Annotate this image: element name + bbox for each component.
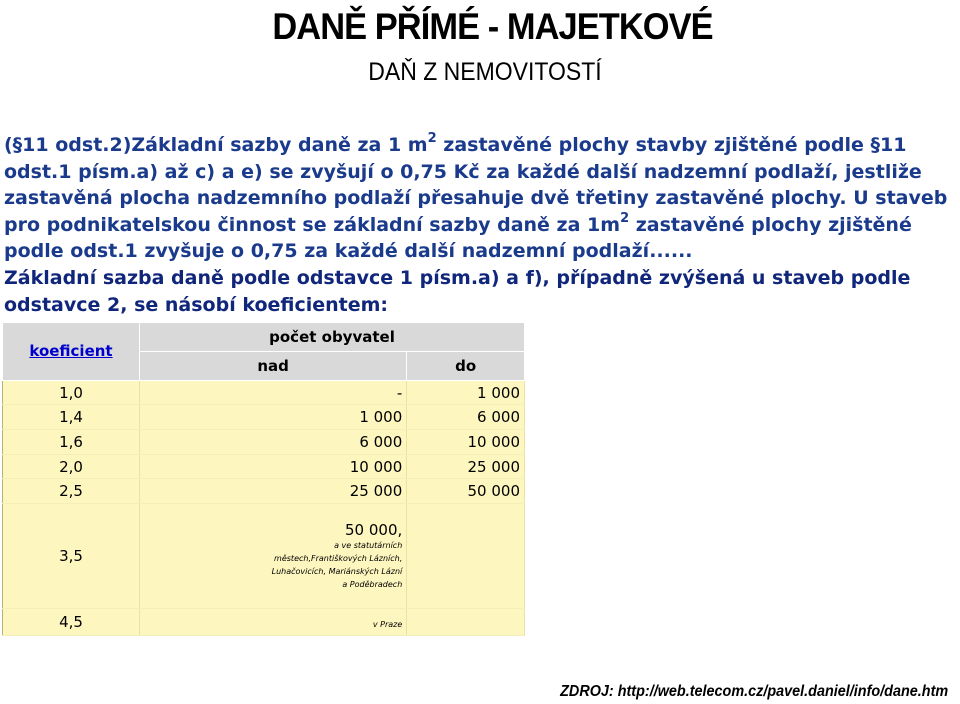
coefficient-table: [2, 322, 525, 636]
header-from: nad: [140, 351, 407, 380]
law-line-7: odstavce 2, se násobí koeficientem:: [4, 293, 389, 316]
table-row: 1,6 6 000 10 000: [3, 430, 525, 455]
source-citation: ZDROJ: http://web.telecom.cz/pavel.daniel/info/dane.htm: [559, 683, 948, 700]
page-title: DANĚ PŘÍMÉ - MAJETKOVÉ: [272, 6, 713, 47]
table-row: 2,0 10 000 25 000: [3, 454, 525, 479]
header-population: počet obyvatel: [140, 323, 525, 352]
coefficient-link[interactable]: koeficient: [29, 342, 113, 361]
table-row: 4,5 v Praze: [3, 609, 525, 636]
law-line-3: zastavěná plocha nadzemního podlaží přesahuje dvě třetiny zastavěné plochy. U staveb: [4, 187, 948, 210]
header-coefficient[interactable]: [3, 323, 140, 381]
table-row: 1,0 - 1 000: [3, 380, 525, 405]
page-subtitle: DAŇ Z NEMOVITOSTÍ: [368, 58, 602, 86]
table-row: 2,5 25 000 50 000: [3, 479, 525, 504]
table-row: 1,4 1 000 6 000: [3, 405, 525, 430]
header-to: do: [407, 351, 525, 380]
law-line-1: (§11 odst.2)Základní sazby daně za 1 $m^2$ zastavěné plochy stavby zjištěné podle §11: [4, 131, 907, 156]
law-line-4: pro podnikatelskou činnost se základní sazby daně za $1m^2$ zastavěné plochy zjištěné: [4, 210, 912, 236]
law-line-6: Základní sazba daně podle odstavce 1 písm.a) a f), případně zvýšená u staveb podle: [4, 266, 911, 289]
law-line-5: podle odst.1 zvyšuje o 0,75 za každé další nadzemní podlaží......: [4, 240, 693, 263]
table-row: 3,5 50 000, a ve statutárních městech,Františkových Lázních, Luhačovicích, Mariánských Lázní a Poděbradech: [3, 504, 525, 609]
law-text: [4, 132, 960, 318]
law-line-2: odst.1 písm.a) až c) a e) se zvyšují o 0,75 Kč za každé další nadzemní podlaží, jestliže: [4, 160, 922, 183]
